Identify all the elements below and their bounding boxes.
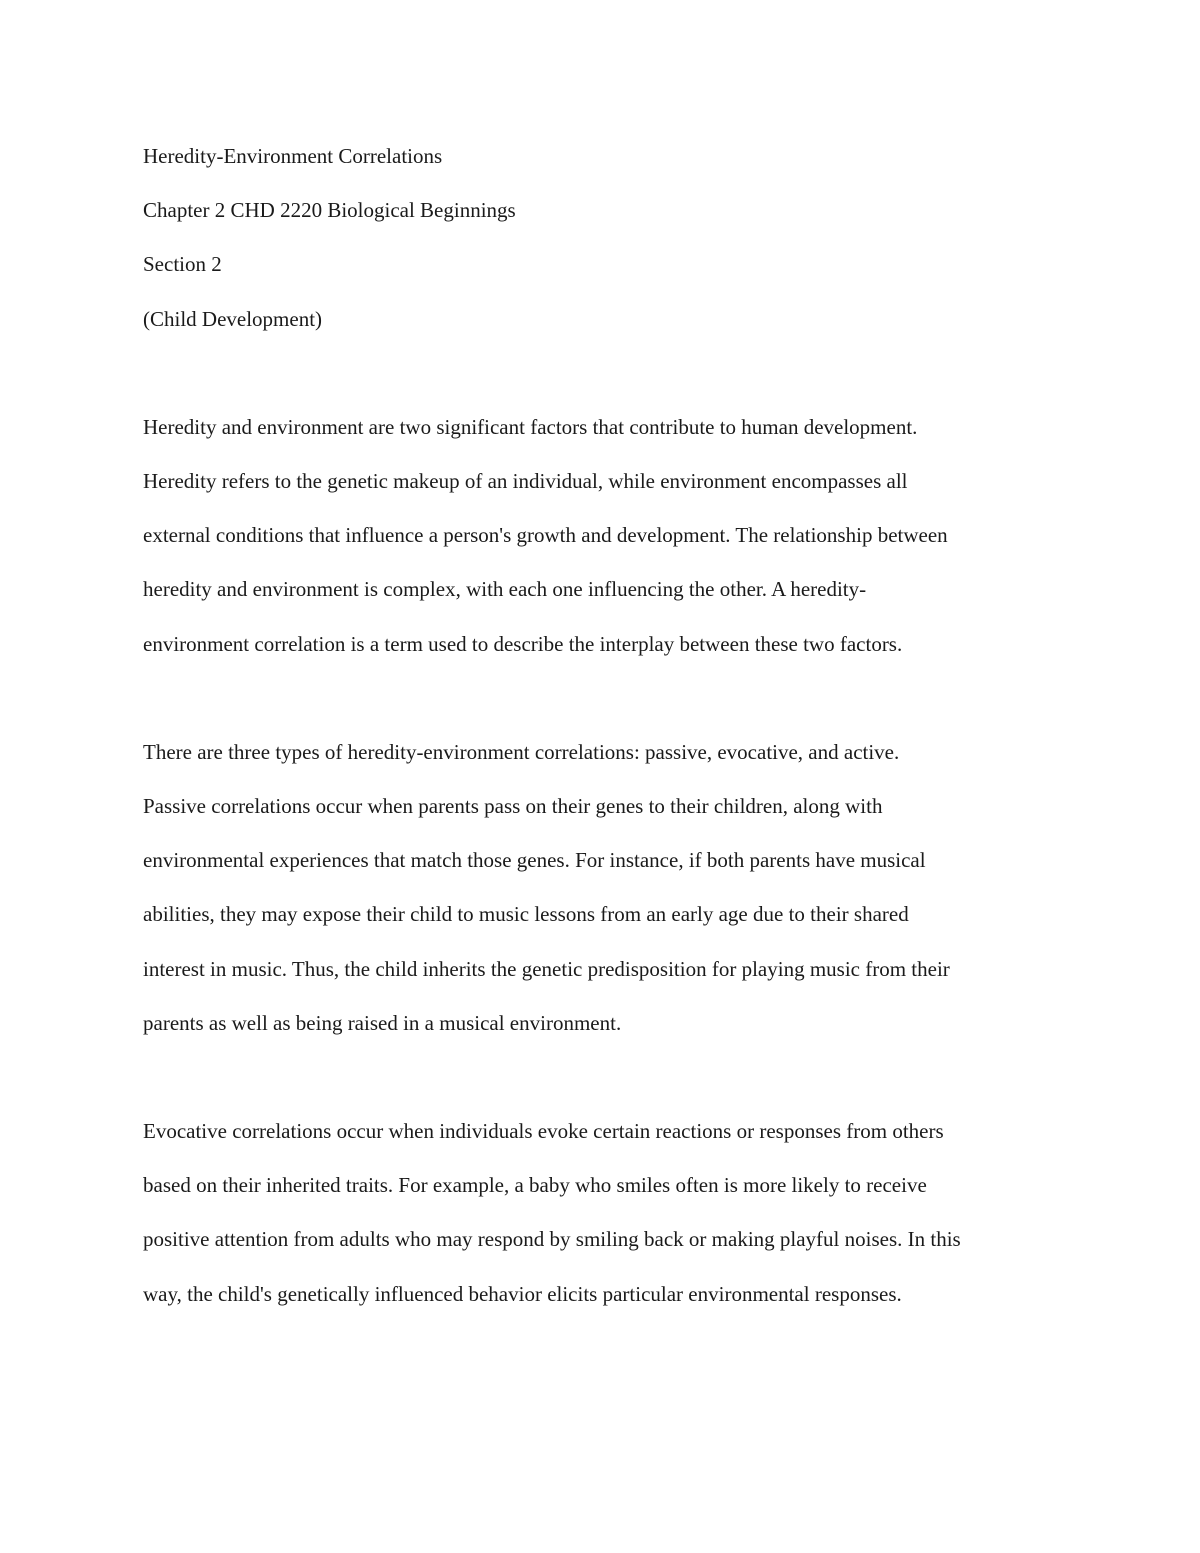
paragraph-line: external conditions that influence a person's growth and development. The relationship between xyxy=(143,523,948,547)
paragraph-line: environmental experiences that match those genes. For instance, if both parents have musical xyxy=(143,848,926,872)
paragraph-line: Passive correlations occur when parents pass on their genes to their children, along with xyxy=(143,794,883,818)
document-title: Heredity-Environment Correlations xyxy=(143,144,443,168)
paragraph-line: abilities, they may expose their child to music lessons from an early age due to their shared xyxy=(143,902,909,926)
subject-line: (Child Development) xyxy=(143,307,323,331)
paragraph-line: positive attention from adults who may respond by smiling back or making playful noises. In this xyxy=(143,1227,961,1251)
paragraph-line: Heredity and environment are two significant factors that contribute to human development. xyxy=(143,415,918,439)
paragraph-line: way, the child's genetically influenced behavior elicits particular environmental responses. xyxy=(143,1282,902,1306)
paragraph-line: based on their inherited traits. For example, a baby who smiles often is more likely to receive xyxy=(143,1173,927,1197)
paragraph-line: environment correlation is a term used to describe the interplay between these two factors. xyxy=(143,632,903,656)
paragraph-line: heredity and environment is complex, with each one influencing the other. A heredity- xyxy=(143,577,867,601)
paragraph-line: interest in music. Thus, the child inherits the genetic predisposition for playing music from their xyxy=(143,957,950,981)
paragraph-line: parents as well as being raised in a musical environment. xyxy=(143,1011,622,1035)
paragraph-line: Heredity refers to the genetic makeup of an individual, while environment encompasses all xyxy=(143,469,908,493)
section-line: Section 2 xyxy=(143,252,222,276)
paragraph-line: Evocative correlations occur when individuals evoke certain reactions or responses from others xyxy=(143,1119,944,1143)
paragraph-line: There are three types of heredity-environment correlations: passive, evocative, and active. xyxy=(143,740,900,764)
course-line: Chapter 2 CHD 2220 Biological Beginnings xyxy=(143,198,516,222)
